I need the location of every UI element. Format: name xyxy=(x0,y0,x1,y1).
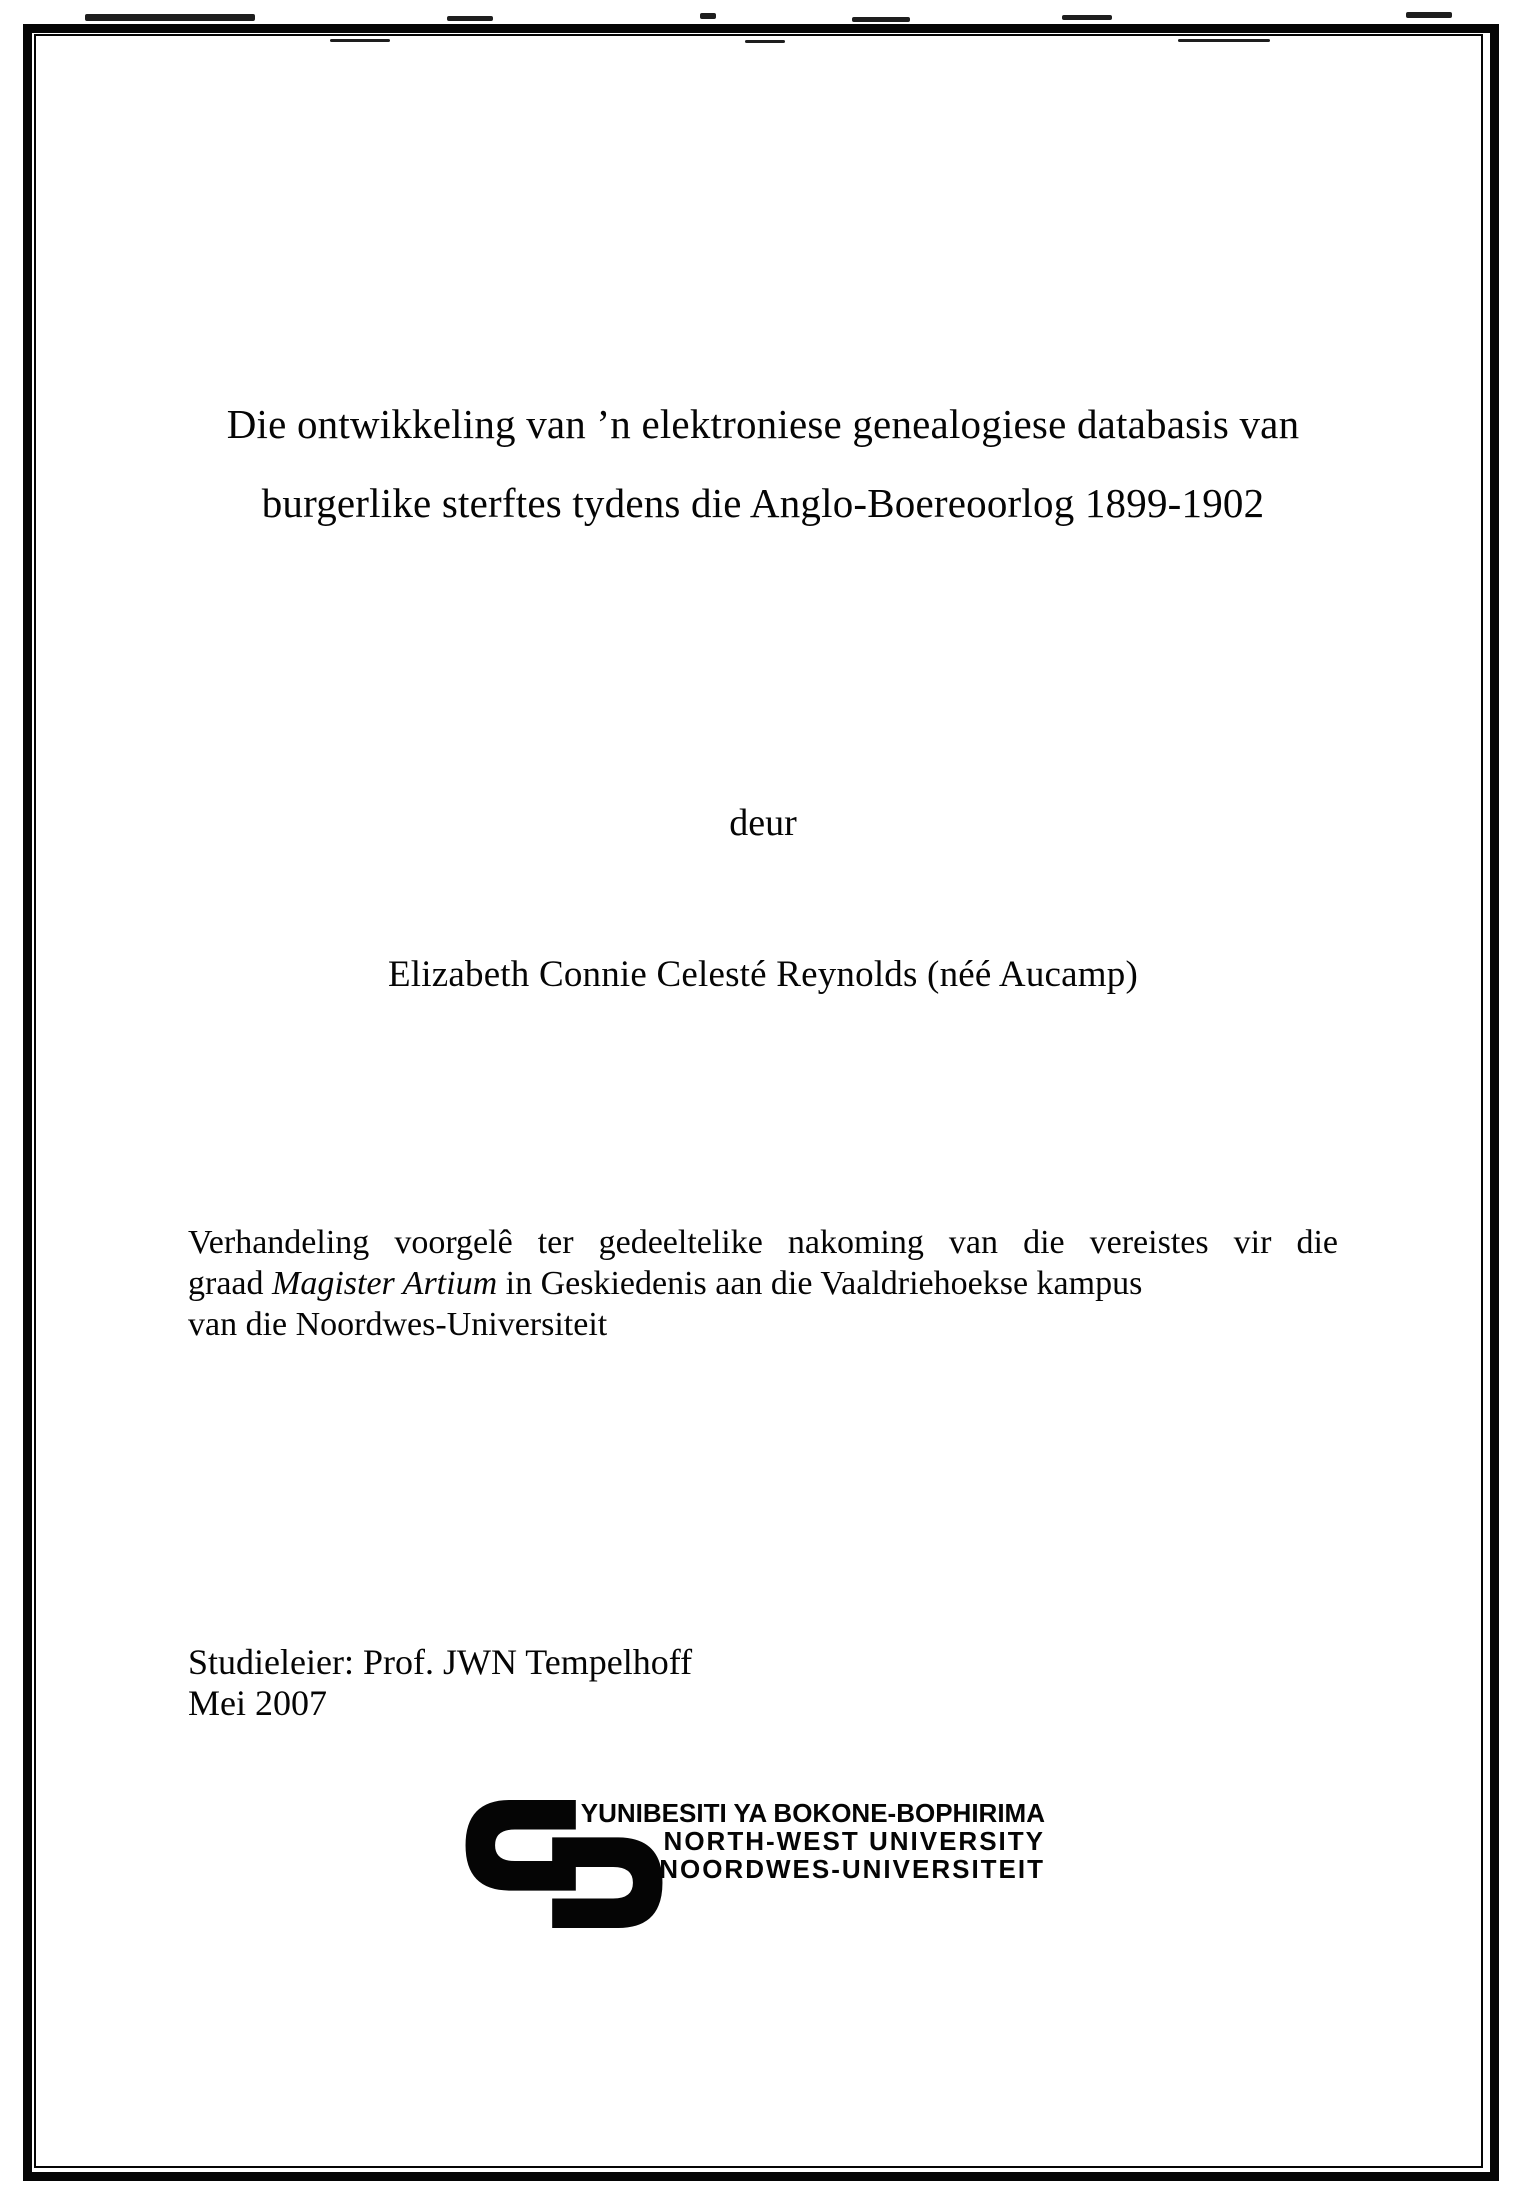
statement-line2 xyxy=(188,1263,1338,1304)
scan-artifact xyxy=(85,14,255,21)
scan-artifact xyxy=(447,16,493,21)
thesis-title-line2: burgerlike sterftes tydens die Anglo-Boereoorlog 1899-1902 xyxy=(261,480,1265,526)
statement-degree-name: Magister Artium xyxy=(272,1265,498,1302)
thesis-statement xyxy=(188,1222,1338,1345)
statement-line2-post: in Geskiedenis aan die Vaaldriehoekse kampus xyxy=(497,1265,1143,1302)
scan-artifact xyxy=(745,40,785,43)
university-name-english: NORTH-WEST UNIVERSITY xyxy=(663,1826,1045,1856)
author-name: Elizabeth Connie Celesté Reynolds (néé Aucamp) xyxy=(387,954,1138,995)
statement-line3: van die Noordwes-Universiteit xyxy=(188,1306,608,1343)
date-line: Mei 2007 xyxy=(188,1683,327,1723)
scan-artifact xyxy=(1406,12,1452,18)
university-name-block xyxy=(560,1799,1045,1883)
thesis-title-line1: Die ontwikkeling van ’n elektroniese genealogiese databasis van xyxy=(226,401,1300,447)
byline-label: deur xyxy=(729,802,797,844)
university-name-setswana: YUNIBESITI YA BOKONE-BOPHIRIMA xyxy=(580,1798,1045,1828)
scan-artifact xyxy=(330,39,390,42)
scan-artifact xyxy=(700,13,716,19)
statement-line1: Verhandeling voorgelê ter gedeeltelike nakoming van die vereistes vir die xyxy=(188,1224,1338,1261)
thesis-title xyxy=(188,385,1338,543)
supervisor-line: Studieleier: Prof. JWN Tempelhoff xyxy=(188,1642,693,1682)
scan-artifact xyxy=(1062,15,1112,20)
scan-artifact xyxy=(1178,39,1270,42)
statement-line2-pre: graad xyxy=(188,1265,273,1302)
scan-artifact xyxy=(852,17,910,22)
supervisor-block xyxy=(188,1642,1338,1724)
university-name-afrikaans: NOORDWES-UNIVERSITEIT xyxy=(659,1854,1045,1884)
